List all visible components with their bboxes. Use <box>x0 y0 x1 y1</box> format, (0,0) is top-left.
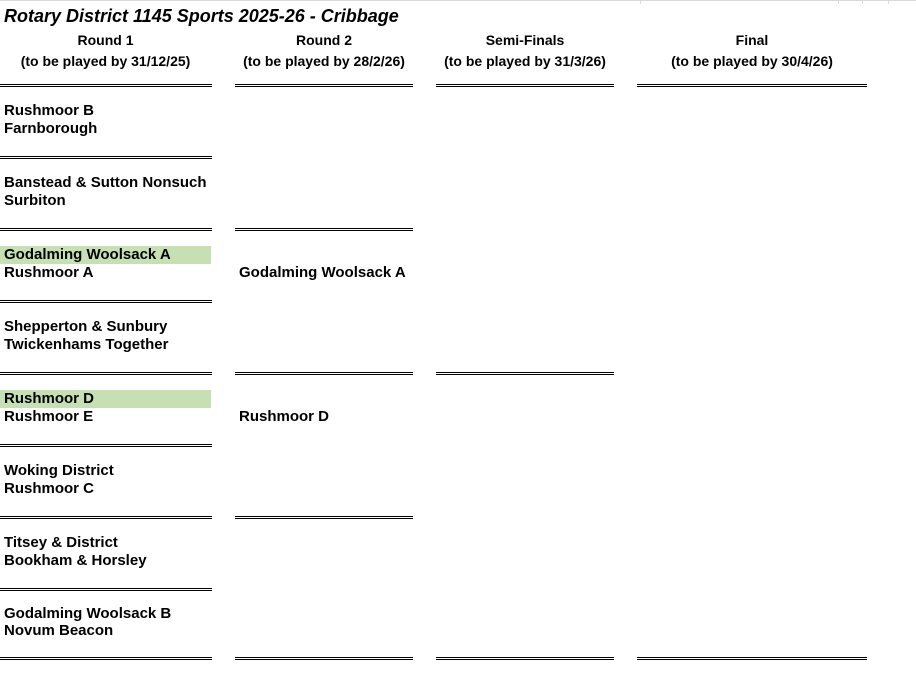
grid-column-divider <box>838 0 839 4</box>
header-underline-round-1 <box>0 84 212 87</box>
round1-match1-team-a: Rushmoor B <box>4 102 94 119</box>
round1-match2-team-b: Surbiton <box>4 192 66 209</box>
match-divider <box>0 444 212 447</box>
column-header-name: Round 1 <box>77 32 134 48</box>
round2-entry-1: Godalming Woolsack A <box>239 264 406 281</box>
match-divider <box>0 516 212 519</box>
grid-column-divider <box>640 0 641 4</box>
round1-match3-team-a: Godalming Woolsack A <box>0 246 211 264</box>
round2-entry-2: Rushmoor D <box>239 408 329 425</box>
round2-divider <box>235 516 413 519</box>
column-header-name: Round 2 <box>296 32 352 48</box>
round1-match6-team-b: Rushmoor C <box>4 480 94 497</box>
round1-match3-team-b: Rushmoor A <box>4 264 94 281</box>
column-header-name: Final <box>735 32 769 48</box>
round1-match8-team-b: Novum Beacon <box>4 622 114 639</box>
bottom-line-semi-finals <box>436 657 614 660</box>
round1-match7-team-a: Titsey & District <box>4 534 118 551</box>
grid-column-divider <box>862 0 863 4</box>
page-title: Rotary District 1145 Sports 2025-26 - Cribbage <box>4 6 399 26</box>
round1-match4-team-b: Twickenhams Together <box>4 336 169 353</box>
column-header-deadline: (to be played by 30/4/26) <box>671 53 833 69</box>
bottom-line-final <box>637 657 867 660</box>
round1-match4-team-a: Shepperton & Sunbury <box>4 318 168 335</box>
header-underline-final <box>637 84 867 87</box>
round2-divider <box>235 228 413 231</box>
column-header-deadline: (to be played by 28/2/26) <box>243 53 405 69</box>
round1-match2-team-a: Banstead & Sutton Nonsuch <box>4 174 207 191</box>
header-underline-semi-finals <box>436 84 614 87</box>
match-divider <box>0 228 212 231</box>
match-divider <box>0 156 212 159</box>
column-header-deadline: (to be played by 31/3/26) <box>444 53 606 69</box>
round1-match6-team-a: Woking District <box>4 462 114 479</box>
column-header-deadline: (to be played by 31/12/25) <box>20 53 191 69</box>
grid-top-border <box>0 0 916 1</box>
round2-divider <box>235 372 413 375</box>
bottom-line-round-2 <box>235 657 413 660</box>
column-header-name: Semi-Finals <box>485 32 565 48</box>
round1-match1-team-b: Farnborough <box>4 120 98 137</box>
header-underline-round-2 <box>235 84 413 87</box>
match-divider <box>0 300 212 303</box>
match-divider <box>0 588 212 591</box>
round1-match8-team-a: Godalming Woolsack B <box>4 605 172 622</box>
match-divider <box>0 372 212 375</box>
round1-match5-team-b: Rushmoor E <box>4 408 94 425</box>
grid-column-divider <box>888 0 889 4</box>
semi-final-divider <box>436 372 614 375</box>
round1-match5-team-a: Rushmoor D <box>0 390 211 408</box>
bottom-line-round-1 <box>0 657 212 660</box>
round1-match7-team-b: Bookham & Horsley <box>4 552 147 569</box>
